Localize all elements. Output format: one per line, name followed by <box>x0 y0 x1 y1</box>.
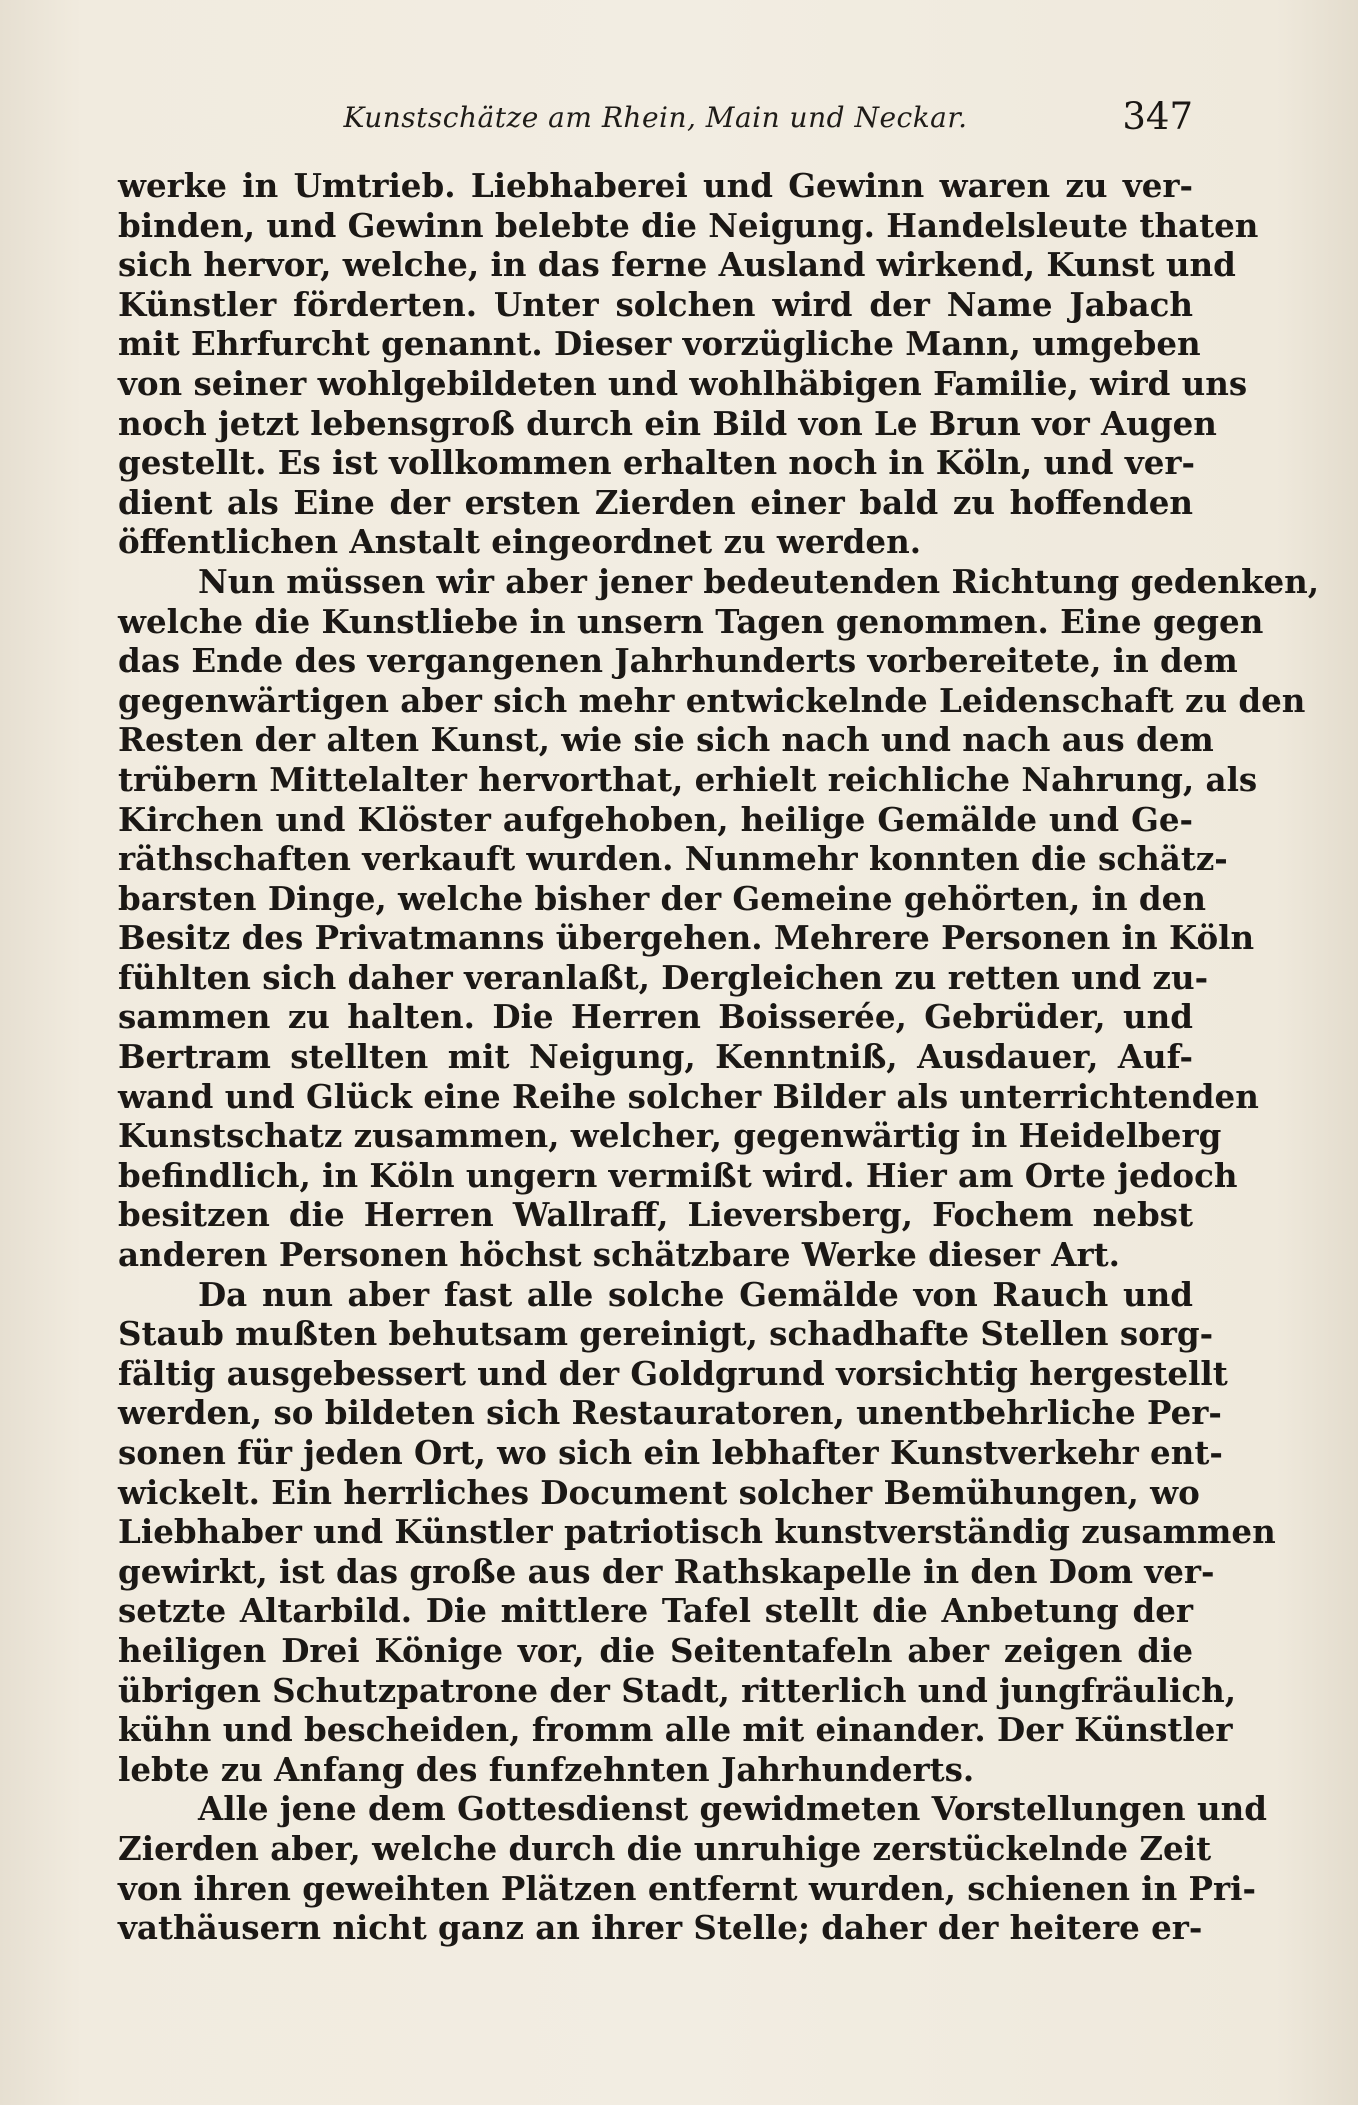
text-line: räthschaften verkauft wurden. Nunmehr konnten die schätz- <box>118 839 1228 879</box>
paragraph-start-line: Nun müssen wir aber jener bedeutenden Richtung gedenken, <box>198 561 1320 601</box>
text-line: gewirkt, ist das große aus der Rathskapelle in den Dom ver- <box>118 1551 1215 1591</box>
running-title: Kunstschätze am Rhein, Main und Neckar. <box>343 101 968 134</box>
text-line: sammen zu halten. Die Herren Boisserée, Gebrüder, und <box>118 997 1193 1037</box>
text-line: noch jetzt lebensgroß durch ein Bild von Le Brun vor Augen <box>118 403 1217 443</box>
text-line: gestellt. Es ist vollkommen erhalten noch in Köln, und ver- <box>118 443 1196 483</box>
text-line: besitzen die Herren Wallraff, Lieversberg, Fochem nebst <box>118 1195 1193 1235</box>
paragraph-start-line: Alle jene dem Gottesdienst gewidmeten Vorstellungen und <box>198 1789 1267 1829</box>
text-line: barsten Dinge, welche bisher der Gemeine gehörten, in den <box>118 878 1206 918</box>
paragraph-start-line: Da nun aber fast alle solche Gemälde von Rauch und <box>198 1274 1193 1314</box>
running-head <box>118 95 1193 145</box>
text-line: öffentlichen Anstalt eingeordnet zu werden. <box>118 522 922 562</box>
text-line: fältig ausgebessert und der Goldgrund vorsichtig hergestellt <box>118 1353 1228 1393</box>
text-line: Liebhaber und Künstler patriotisch kunstverständig zusammen <box>118 1512 1276 1552</box>
text-line: heiligen Drei Könige vor, die Seitentafeln aber zeigen die <box>118 1630 1193 1670</box>
text-line: Kunstschatz zusammen, welcher, gegenwärtig in Heidelberg <box>118 1116 1222 1156</box>
page-number: 347 <box>1122 95 1193 138</box>
text-line: vathäusern nicht ganz an ihrer Stelle; daher der heitere er- <box>118 1908 1203 1948</box>
text-line: binden, und Gewinn belebte die Neigung. Handelsleute thaten <box>118 205 1259 245</box>
text-line: von ihren geweihten Plätzen entfernt wurden, schienen in Pri- <box>118 1868 1256 1908</box>
text-line: werke in Umtrieb. Liebhaberei und Gewinn waren zu ver- <box>118 166 1193 205</box>
text-line: befindlich, in Köln ungern vermißt wird. Hier am Orte jedoch <box>118 1155 1238 1195</box>
text-line: trübern Mittelalter hervorthat, erhielt reichliche Nahrung, als <box>118 759 1258 799</box>
text-line: Zierden aber, welche durch die unruhige zerstückelnde Zeit <box>118 1828 1212 1868</box>
text-line: von seiner wohlgebildeten und wohlhäbigen Familie, wird uns <box>118 363 1248 403</box>
body-text <box>118 166 1320 1948</box>
text-line: wickelt. Ein herrliches Document solcher Bemühungen, wo <box>118 1472 1200 1512</box>
text-line: Staub mußten behutsam gereinigt, schadhafte Stellen sorg- <box>118 1314 1214 1354</box>
text-line: gegenwärtigen aber sich mehr entwickelnde Leidenschaft zu den <box>118 680 1306 720</box>
text-line: wand und Glück eine Reihe solcher Bilder als unterrichtenden <box>118 1076 1259 1116</box>
text-line: dient als Eine der ersten Zierden einer bald zu hoffenden <box>118 482 1193 522</box>
text-line: das Ende des vergangenen Jahrhunderts vorbereitete, in dem <box>118 641 1238 681</box>
text-line: mit Ehrfurcht genannt. Dieser vorzügliche Mann, umgeben <box>118 324 1201 364</box>
text-line: Kirchen und Klöster aufgehoben, heilige Gemälde und Ge- <box>118 799 1193 839</box>
text-line: kühn und bescheiden, fromm alle mit einander. Der Künstler <box>118 1710 1233 1750</box>
text-line: Künstler förderten. Unter solchen wird der Name Jabach <box>118 284 1193 324</box>
text-line: übrigen Schutzpatrone der Stadt, ritterlich und jungfräulich, <box>118 1670 1237 1710</box>
text-line: Resten der alten Kunst, wie sie sich nach und nach aus dem <box>118 720 1214 760</box>
text-line: sonen für jeden Ort, wo sich ein lebhafter Kunstverkehr ent- <box>118 1433 1223 1472</box>
text-line: setzte Altarbild. Die mittlere Tafel stellt die Anbetung der <box>118 1591 1193 1631</box>
text-line: Besitz des Privatmanns übergehen. Mehrere Personen in Köln <box>118 918 1255 958</box>
text-line: fühlten sich daher veranlaßt, Dergleichen zu retten und zu- <box>118 957 1209 997</box>
text-line: Bertram stellten mit Neigung, Kenntniß, Ausdauer, Auf- <box>118 1037 1193 1077</box>
text-line: welche die Kunstliebe in unsern Tagen genommen. Eine gegen <box>118 601 1264 641</box>
text-line: sich hervor, welche, in das ferne Ausland wirkend, Kunst und <box>118 245 1236 285</box>
text-line: lebte zu Anfang des funfzehnten Jahrhunderts. <box>118 1749 975 1789</box>
text-line: anderen Personen höchst schätzbare Werke dieser Art. <box>118 1235 1120 1275</box>
text-line: werden, so bildeten sich Restauratoren, unentbehrliche Per- <box>118 1393 1222 1433</box>
